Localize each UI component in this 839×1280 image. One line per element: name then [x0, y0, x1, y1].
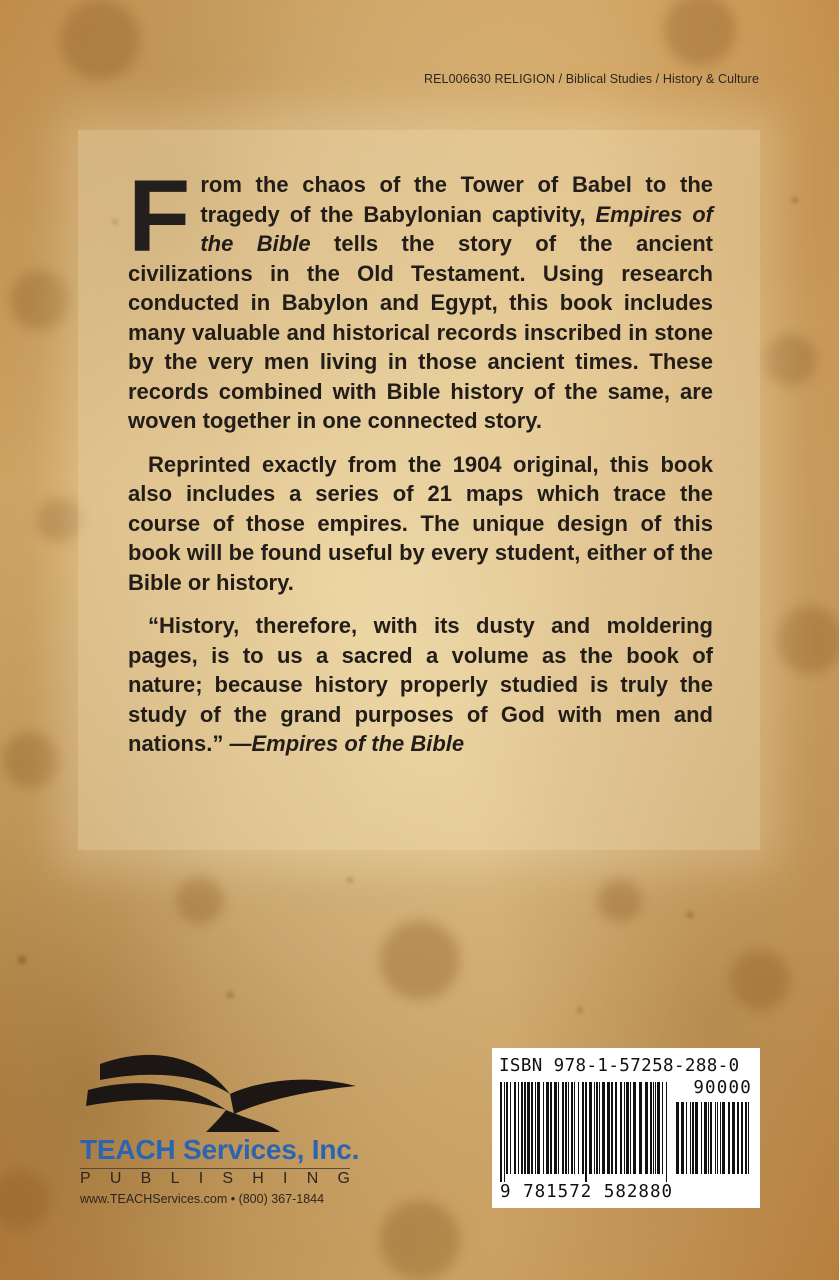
- barcode-bar: [748, 1102, 749, 1174]
- barcode-bar: [550, 1082, 552, 1174]
- price-code: 90000: [693, 1078, 752, 1098]
- publisher-contact: www.TEACHServices.com • (800) 367-1844: [80, 1192, 325, 1206]
- barcode-bar: [571, 1082, 573, 1174]
- barcode-bar: [602, 1082, 605, 1174]
- barcode-bar: [708, 1102, 709, 1174]
- barcode-bar: [574, 1082, 575, 1174]
- barcode-bar: [732, 1102, 735, 1174]
- barcode-bar: [655, 1082, 656, 1174]
- barcode-bar: [565, 1082, 567, 1174]
- barcode-bar: [717, 1102, 718, 1174]
- barcode-bar: [527, 1082, 530, 1174]
- barcode-bar: [650, 1082, 652, 1174]
- barcode-bar: [690, 1102, 691, 1174]
- barcode-bar: [506, 1082, 508, 1174]
- barcode-bar: [626, 1082, 629, 1174]
- barcode-bar: [594, 1082, 595, 1174]
- barcode-bar: [531, 1082, 533, 1174]
- barcode-digits: 9 781572 582880: [500, 1182, 674, 1202]
- barcode-bar: [728, 1102, 730, 1174]
- barcode-bar: [599, 1082, 600, 1174]
- barcode-bar: [518, 1082, 519, 1174]
- barcode-bar: [582, 1082, 584, 1174]
- barcode-bar: [722, 1102, 725, 1174]
- barcode-bar: [633, 1082, 636, 1174]
- book-description: [128, 159, 713, 773]
- barcode-bar: [537, 1082, 540, 1174]
- barcode-bar: [500, 1082, 502, 1182]
- barcode-bar: [657, 1082, 660, 1174]
- barcode-bar: [554, 1082, 557, 1174]
- barcode-bar: [524, 1082, 526, 1174]
- barcode-bar: [645, 1082, 648, 1174]
- barcode-bar: [653, 1082, 654, 1174]
- barcode-bar: [620, 1082, 622, 1174]
- barcode-bar: [514, 1082, 516, 1174]
- barcode-bar: [666, 1082, 667, 1182]
- barcode-bar: [589, 1082, 592, 1174]
- barcode-bar: [701, 1102, 702, 1174]
- barcode-bar: [704, 1102, 707, 1174]
- barcode-bar: [692, 1102, 694, 1174]
- barcode-bar: [607, 1082, 610, 1174]
- drop-cap: F: [128, 159, 191, 273]
- quote-source: —Empires of the Bible: [229, 731, 465, 756]
- barcode-bar: [504, 1082, 505, 1182]
- barcode-bar: [546, 1082, 549, 1174]
- book-title-inline: Empires of the Bible: [200, 201, 713, 256]
- barcode-bar: [568, 1082, 569, 1174]
- publisher-name: TEACH Services, Inc.: [80, 1134, 360, 1165]
- barcode-bars: [500, 1082, 670, 1182]
- barcode-bar: [615, 1082, 617, 1174]
- barcode-bar: [681, 1102, 684, 1174]
- barcode-bar: [558, 1082, 559, 1174]
- price-barcode-bars: [676, 1102, 752, 1182]
- barcode-bar: [521, 1082, 523, 1174]
- barcode-bar: [562, 1082, 564, 1174]
- quote-paragraph: [128, 611, 713, 759]
- barcode-bar: [535, 1082, 536, 1174]
- open-book-icon: [80, 1050, 360, 1134]
- barcode-bar: [737, 1102, 739, 1174]
- barcode-bar: [543, 1082, 544, 1174]
- barcode-bar: [745, 1102, 747, 1174]
- barcode-bar: [585, 1082, 587, 1182]
- barcode-bar: [596, 1082, 598, 1174]
- barcode-bar: [510, 1082, 511, 1174]
- isbn-number: ISBN 978-1-57258-288-0: [499, 1056, 740, 1076]
- barcode-bar: [741, 1102, 743, 1174]
- barcode-bar: [630, 1082, 631, 1174]
- barcode-bar: [710, 1102, 712, 1174]
- description-paragraph-1: From the chaos of the Tower of Babel to the tragedy of the Babylonian captivity, Empires of the Bible tells the story of the ancient civilizations in the Old Testament. Using research conducted in Babylon and Egypt, this book includes many valuable and historical records inscribed in stone by the very men living in those ancient times. These records combined with Bible history of the same, are woven together in one connected story.: [128, 159, 713, 433]
- barcode-bar: [695, 1102, 698, 1174]
- barcode-bar: [624, 1082, 625, 1174]
- barcode-bar: [662, 1082, 663, 1174]
- isbn-barcode: [492, 1048, 760, 1208]
- barcode-bar: [686, 1102, 687, 1174]
- barcode-bar: [611, 1082, 613, 1174]
- barcode-bar: [720, 1102, 721, 1174]
- barcode-bar: [639, 1082, 642, 1174]
- bisac-category: REL006630 RELIGION / Biblical Studies / History & Culture: [423, 72, 759, 86]
- barcode-bar: [578, 1082, 579, 1174]
- publishing-tagline: P U B L I S H I N G: [80, 1170, 350, 1187]
- publisher-logo: [72, 1050, 362, 1210]
- description-paragraph-2: Reprinted exactly from the 1904 original, this book also includes a series of 21 maps which trace the course of those empires. The unique design of this book will be found useful by every student, either of the Bible or history.: [128, 451, 713, 595]
- barcode-bar: [715, 1102, 716, 1174]
- quote-text: “History, therefore, with its dusty and moldering pages, is to us a sacred a volume as the book of nature; because history properly studied is truly the study of the grand purposes of God with men and nations.”: [128, 613, 713, 756]
- barcode-bar: [676, 1102, 679, 1174]
